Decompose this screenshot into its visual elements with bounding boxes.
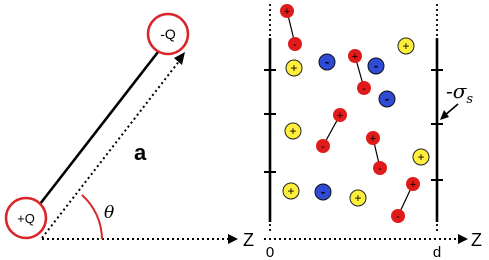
negative-charge <box>148 14 188 54</box>
svg-text:+: + <box>289 124 297 138</box>
dipole <box>366 131 387 175</box>
surface-charge-annotation <box>440 79 473 120</box>
positive-ion <box>398 38 414 54</box>
z-axis-right-label: Z <box>471 230 482 250</box>
separation-arrowhead <box>174 52 185 65</box>
separation-label: a <box>134 140 147 165</box>
positive-charge <box>6 198 46 238</box>
z-axis-left-label: Z <box>243 230 254 250</box>
surface-charge-subscript: s <box>466 92 474 107</box>
svg-text:-: - <box>384 91 390 106</box>
slab-panel <box>264 4 482 260</box>
positive-ion <box>350 190 366 206</box>
negative-charge-label: -Q <box>160 26 176 42</box>
dipole-minus: - <box>396 211 400 223</box>
positive-ion <box>286 60 302 76</box>
svg-text:-: - <box>324 54 330 69</box>
dipole-plus: + <box>351 51 359 63</box>
z-axis-right-arrowhead <box>458 234 468 244</box>
svg-text:+: + <box>402 39 410 53</box>
svg-text:+: + <box>354 191 362 205</box>
negative-ion <box>319 54 335 70</box>
dipole-minus: - <box>378 163 382 175</box>
dipole <box>316 108 347 153</box>
dipole <box>280 4 302 51</box>
tick-label-zero: 0 <box>265 244 275 260</box>
dipole-plus: + <box>409 179 417 191</box>
svg-text:-: - <box>373 58 379 73</box>
dipole-plus: + <box>283 6 291 18</box>
dipole-plus: + <box>336 110 344 122</box>
surface-charge-label: $-\sigma_s$ <box>446 79 474 107</box>
negative-ion <box>368 58 384 74</box>
tick-label-d: d <box>432 244 442 260</box>
z-axis-left-arrowhead <box>228 234 238 244</box>
dipoles <box>280 4 420 223</box>
negative-ion <box>379 91 395 107</box>
surface-charge-pointer-head <box>440 110 449 120</box>
svg-text:+: + <box>417 150 425 164</box>
dipole-minus: - <box>362 83 366 95</box>
dipole-minus: - <box>321 141 325 153</box>
positive-ion <box>283 183 299 199</box>
dipole-plus: + <box>369 133 377 145</box>
negative-ions <box>315 54 395 200</box>
svg-text:+: + <box>287 184 295 198</box>
negative-ion <box>315 184 331 200</box>
positive-ion <box>413 149 429 165</box>
dipole-geometry-panel <box>6 14 254 250</box>
dipole-bond <box>40 52 158 204</box>
dipole-minus: - <box>293 39 297 51</box>
svg-text:+: + <box>290 61 298 75</box>
angle-arc <box>82 195 102 239</box>
angle-label: θ <box>104 203 115 223</box>
positive-ion <box>285 123 301 139</box>
svg-text:-: - <box>320 184 326 199</box>
dipole <box>348 49 371 95</box>
dipole <box>391 177 420 223</box>
positive-charge-label: +Q <box>17 211 35 226</box>
